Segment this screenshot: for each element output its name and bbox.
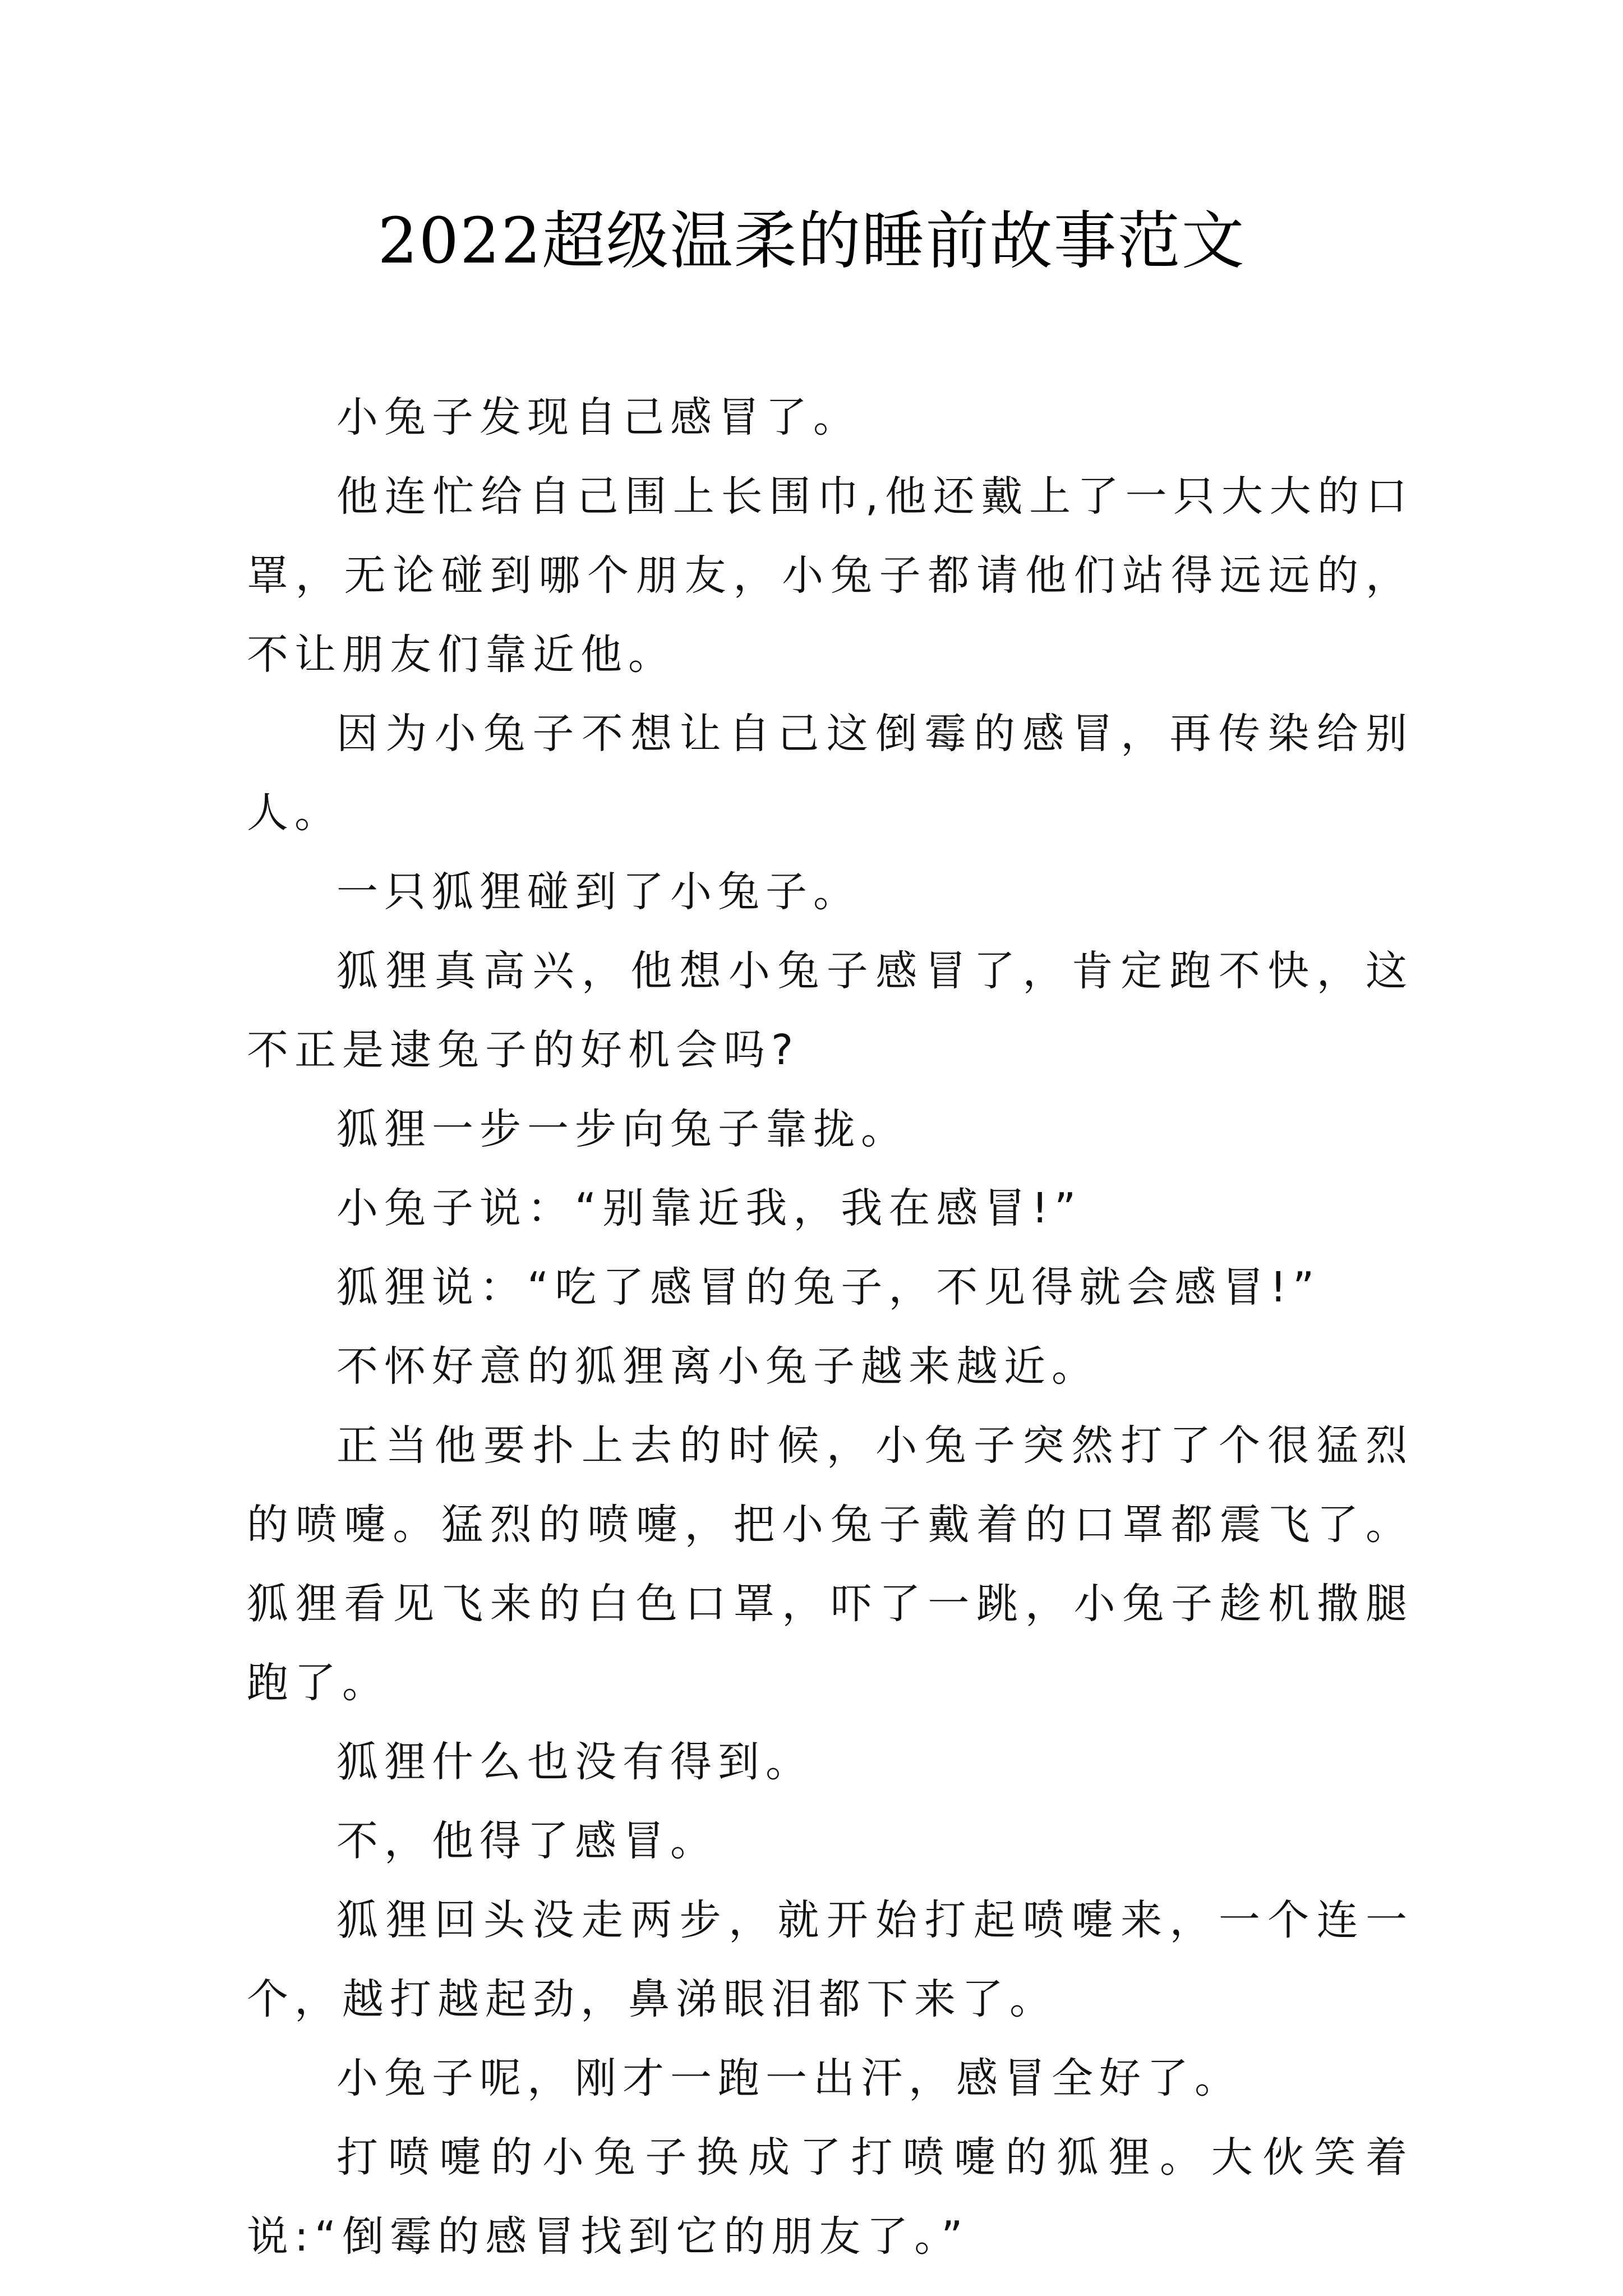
paragraph-2: 他连忙给自己围上长围巾,他还戴上了一只大大的口罩，无论碰到哪个朋友，小兔子都请他们站得远远的，不让朋友们靠近他。 (247, 472, 1413, 679)
paragraph-12: 不，他得了感冒。 (336, 1817, 718, 1865)
paragraph-8: 狐狸说：“吃了感冒的兔子，不见得就会感冒!” (336, 1263, 1321, 1312)
paragraph-1: 小兔子发现自己感冒了。 (336, 393, 861, 441)
paragraph-6: 狐狸一步一步向兔子靠拢。 (336, 1105, 909, 1153)
document-title: 2022超级温柔的睡前故事范文 (377, 205, 1246, 278)
paragraph-14: 小兔子呢，刚才一跑一出汗，感冒全好了。 (336, 2054, 1242, 2102)
paragraph-15: 打喷嚏的小兔子换成了打喷嚏的狐狸。大伙笑着说:“倒霉的感冒找到它的朋友了。” (247, 2133, 1413, 2261)
paragraph-7: 小兔子说：“别靠近我，我在感冒!” (336, 1184, 1082, 1232)
paragraph-11: 狐狸什么也没有得到。 (336, 1738, 813, 1786)
paragraph-3: 因为小兔子不想让自己这倒霉的感冒，再传染给别人。 (247, 710, 1413, 837)
paragraph-9: 不怀好意的狐狸离小兔子越来越近。 (336, 1342, 1099, 1391)
paragraph-13: 狐狸回头没走两步，就开始打起喷嚏来，一个连一个，越打越起劲，鼻涕眼泪都下来了。 (247, 1896, 1413, 2023)
document-body (247, 378, 1413, 2276)
paragraph-10: 正当他要扑上去的时候，小兔子突然打了个很猛烈的喷嚏。猛烈的喷嚏，把小兔子戴着的口罩都震飞了。狐狸看见飞来的白色口罩，吓了一跳，小兔子趁机撒腿跑了。 (247, 1421, 1413, 1707)
paragraph-4: 一只狐狸碰到了小兔子。 (336, 868, 861, 916)
paragraph-5: 狐狸真高兴，他想小兔子感冒了，肯定跑不快，这不正是逮兔子的好机会吗? (247, 947, 1413, 1074)
